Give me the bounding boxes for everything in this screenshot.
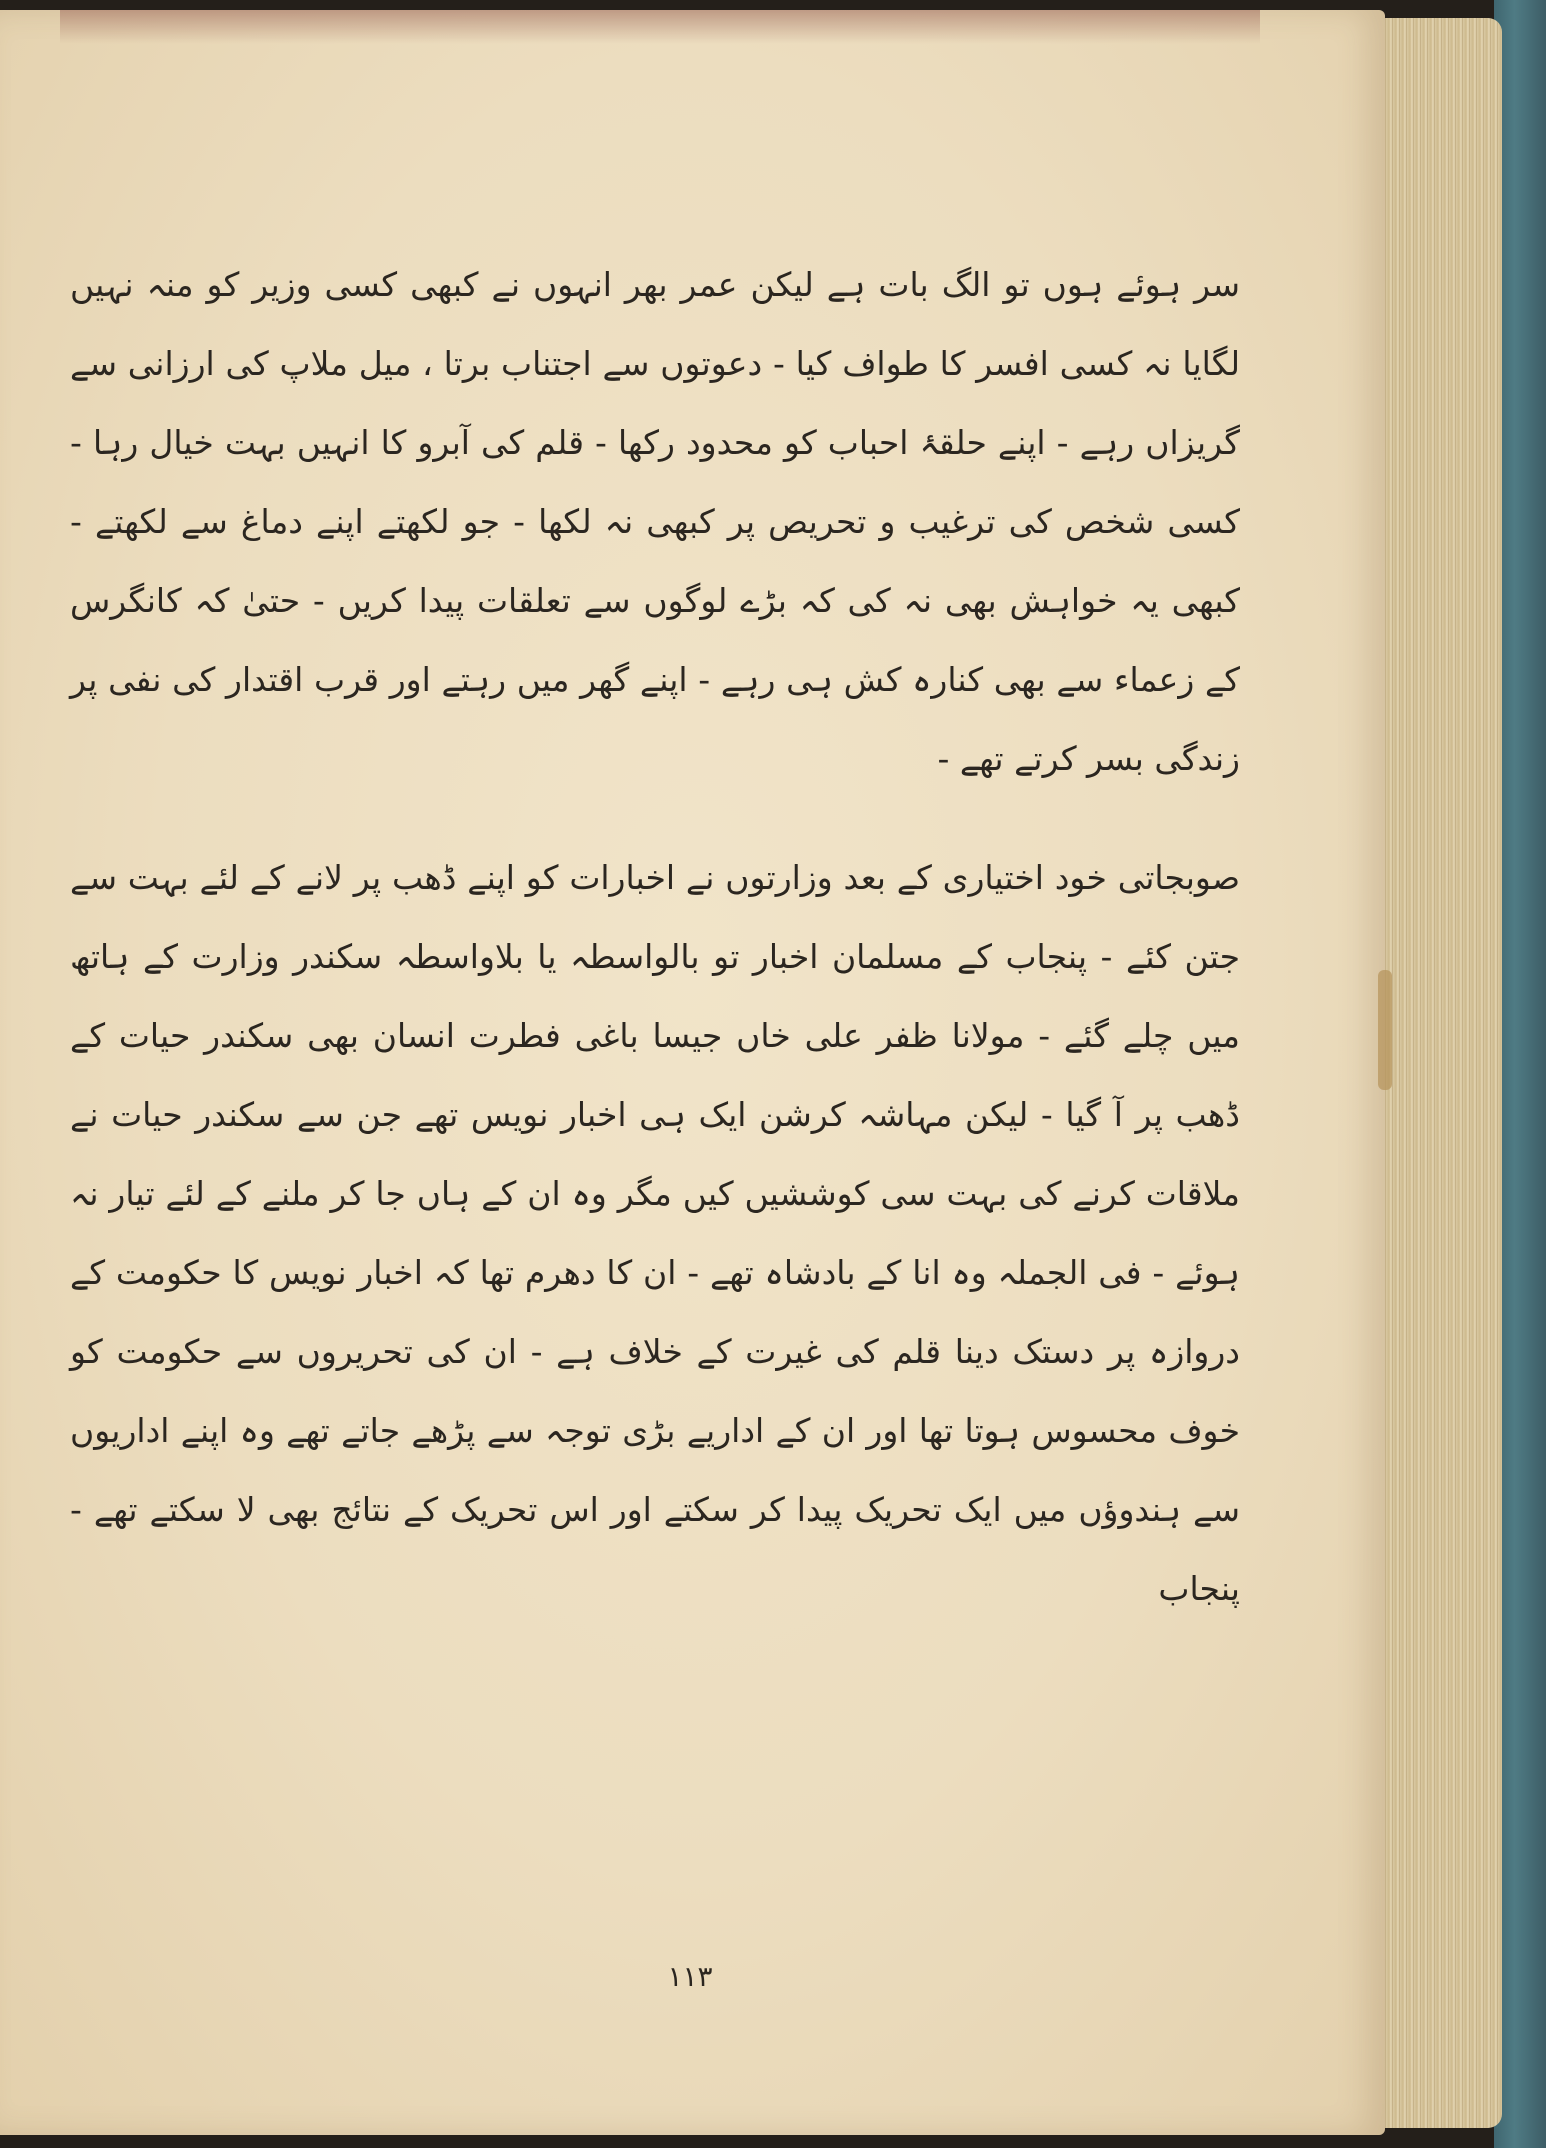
paragraph: صوبجاتی خود اختیاری کے بعد وزارتوں نے اخبارات کو اپنے ڈھب پر لانے کے لئے بہت سے جتن کئے - پنجاب کے مسلمان اخبار تو بالواسطہ یا بلاواسطہ سکندر وزارت کے ہاتھ میں چلے گئے - مولانا ظفر علی خاں جیسا باغی فطرت انسان بھی سکندر حیات کے ڈھب پر آ گیا - لیکن مہاشہ کرشن ایک ہی اخبار نویس تھے جن سے سکندر حیات نے ملاقات کرنے کی بہت سی کوششیں کیں مگر وہ ان کے ہاں جا کر ملنے کے لئے تیار نہ ہوئے - فی الجملہ وہ انا کے بادشاہ تھے - ان کا دھرم تھا کہ اخبار نویس کا حکومت کے دروازہ پر دستک دینا قلم کی غیرت کے خلاف ہے - ان کی تحریروں سے حکومت کو خوف محسوس ہوتا تھا اور ان کے اداریے بڑی توجہ سے پڑھے جاتے تھے وہ اپنے اداریوں سے ہندوؤں میں ایک تحریک پیدا کر سکتے اور اس تحریک کے نتائج بھی لا سکتے تھے - پنجاب	[70, 858, 1240, 1608]
paragraph: سر ہوئے ہوں تو الگ بات ہے لیکن عمر بھر انہوں نے کبھی کسی وزیر کو منہ نہیں لگایا نہ کسی افسر کا طواف کیا - دعوتوں سے اجتناب برتا ، میل ملاپ کی ارزانی سے گریزاں رہے - اپنے حلقۂ احباب کو محدود رکھا - قلم کی آبرو کا انہیں بہت خیال رہا - کسی شخص کی ترغیب و تحریص پر کبھی نہ لکھا - جو لکھتے اپنے دماغ سے لکھتے - کبھی یہ خواہش بھی نہ کی کہ بڑے لوگوں سے تعلقات پیدا کریں - حتیٰ کہ کانگرس کے زعماء سے بھی کنارہ کش ہی رہے - اپنے گھر میں رہتے اور قرب اقتدار کی نفی پر زندگی بسر کرتے تھے -	[70, 265, 1240, 778]
body-text	[70, 245, 1240, 1628]
top-edge-stain	[60, 10, 1260, 44]
page-number: ۱۱۳	[667, 1960, 713, 1993]
edge-stain	[1378, 970, 1392, 1090]
book-page	[0, 10, 1385, 2135]
